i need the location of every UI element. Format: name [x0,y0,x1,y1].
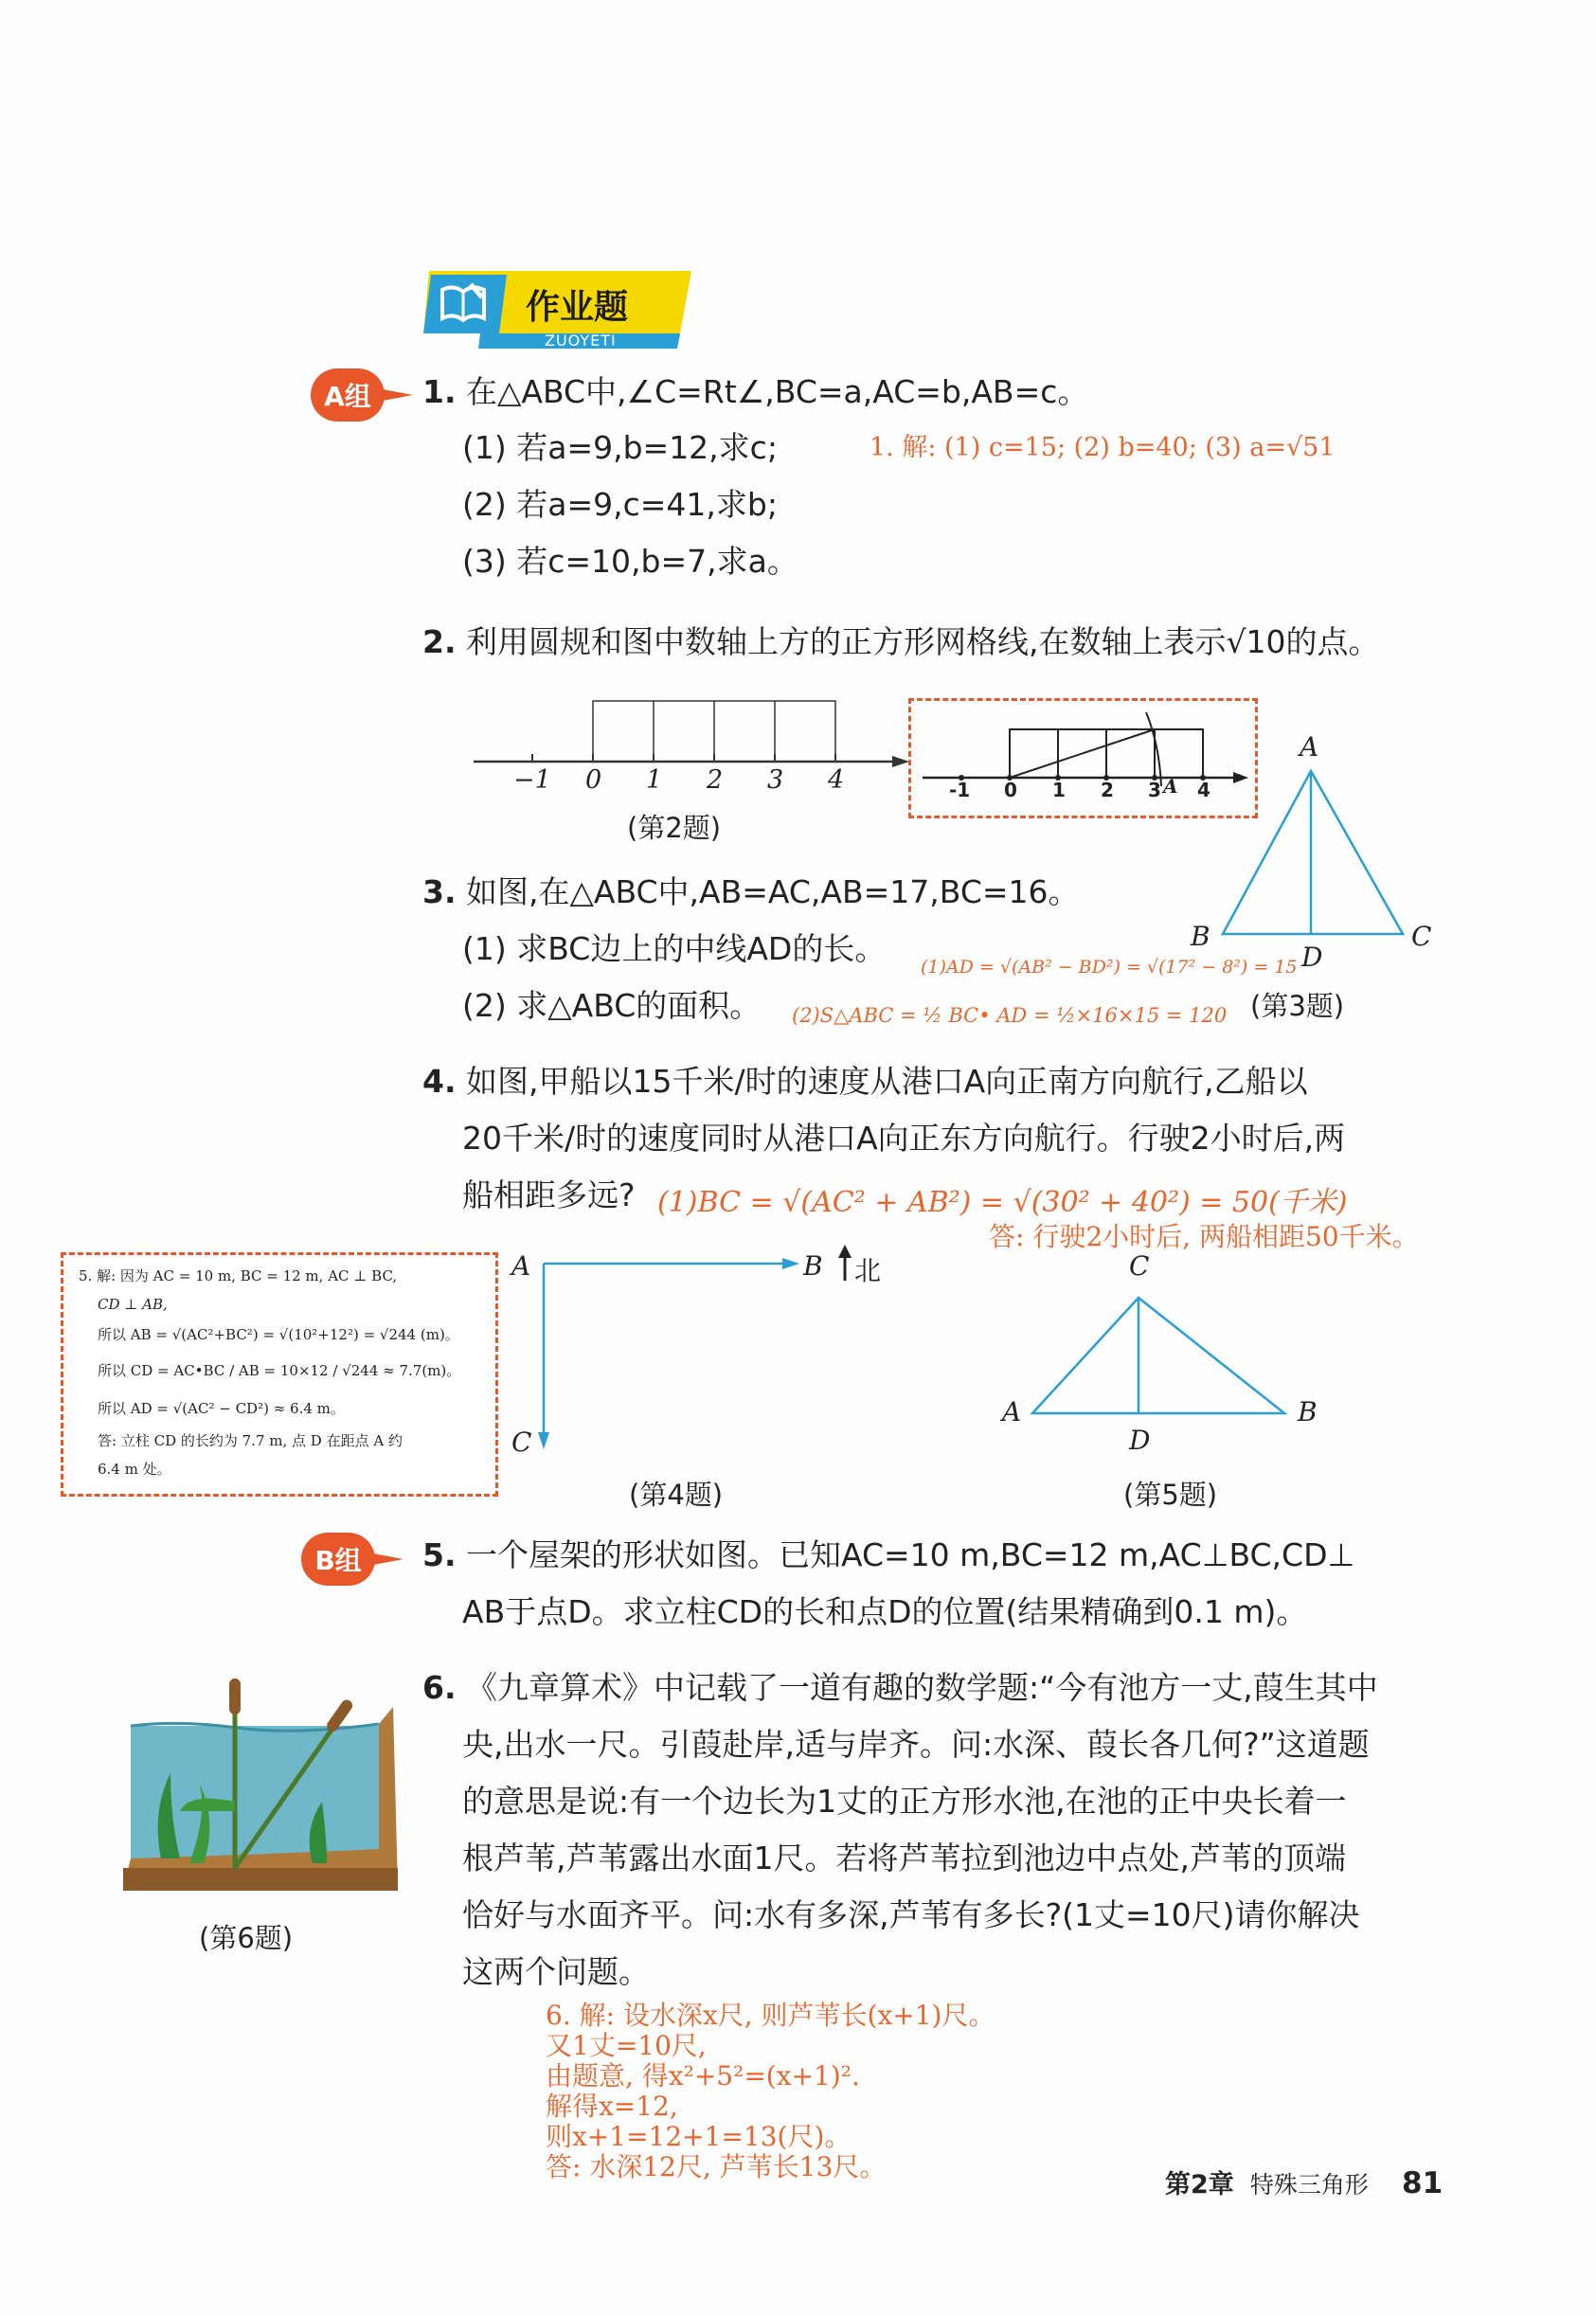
q4-label-c: C [511,1427,532,1458]
question-text: 如图,甲船以15千米/时的速度从港口A向正南方向航行,乙船以 [466,1063,1308,1100]
q5-caption: (第5题) [1123,1479,1218,1511]
question-text: 一个屋架的形状如图。已知AC=10 m,BC=12 m,AC⊥BC,CD⊥ [466,1536,1355,1573]
north-arrow-icon [837,1245,852,1283]
q6-line5: 恰好与水面齐平。问:水有多深,芦苇有多长?(1丈=10尺)请你解决 [462,1896,1360,1933]
q4-answer2: 答: 行驶2小时后, 两船相距50千米。 [989,1221,1419,1252]
q6-answer-line: 由题意, 得x²+5²=(x+1)². [546,2060,860,2092]
q5-answer-line: 答: 立柱 CD 的长约为 7.7 m, 点 D 在距点 A 约 [98,1432,403,1449]
q5-answer-line: 所以 AD = √(AC² − CD²) ≈ 6.4 m。 [98,1400,345,1417]
q6-pond-reed-illustration [123,1669,398,1896]
q6-line6: 这两个问题。 [462,1953,650,1990]
footer-chapter: 第2章 [1165,2170,1234,2199]
question-2 [422,614,1380,671]
q5-roof-truss-figure [1029,1286,1294,1419]
q4-label-a: A [511,1250,531,1282]
tick-label: -1 [949,779,971,801]
tick-label: 4 [1197,779,1210,801]
group-b-badge: B组 [301,1533,375,1586]
point-a-label: A [1163,775,1178,798]
footer-chapter-title: 特殊三角形 [1249,2171,1369,2199]
tick-label: 1 [646,765,663,795]
question-6 [422,1660,1378,1716]
question-text: 《九章算术》中记载了一道有趣的数学题:“今有池方一丈,葭生其中 [466,1669,1378,1706]
q4-answer1: (1)BC = √(AC² + AB²) = √(30² + 40²) = 50(千米) [657,1186,1348,1219]
q5-label-a: A [1002,1396,1022,1427]
question-number: 2. [422,623,457,660]
q6-answer-line: 答: 水深12尺, 芦苇长13尺。 [546,2151,887,2182]
tick-label: −1 [513,765,551,795]
q3-label-d: D [1301,942,1323,973]
q6-line4: 根芦苇,芦苇露出水面1尺。若将芦苇拉到池边中点处,芦苇的顶端 [462,1840,1346,1876]
tick-label: 2 [707,765,724,795]
homework-header [423,269,698,349]
q3-caption: (第3题) [1250,990,1345,1022]
tick-label: 0 [1004,779,1017,801]
tick-label: 1 [1052,779,1066,801]
q6-answer [546,2001,995,2182]
q5-label-c: C [1129,1250,1150,1282]
q1-sub2: (2) 若a=9,c=41,求b; [462,486,778,523]
question-3 [422,864,1080,921]
q6-answer-line: 6. 解: 设水深x尺, 则芦苇长(x+1)尺。 [546,2000,995,2031]
tick-label: 2 [1101,779,1114,801]
header-title: 作业题 [526,288,629,327]
q4-line3: 船相距多远? [462,1176,636,1213]
q2-tick-labels [464,765,909,798]
q3-label-a: A [1300,731,1319,763]
q6-caption: (第6题) [199,1922,294,1954]
q4-line2: 20千米/时的速度同时从港口A向正东方向航行。行驶2小时后,两 [462,1120,1346,1157]
tick-label: 0 [585,765,602,795]
q5-line2: AB于点D。求立柱CD的长和点D的位置(结果精确到0.1 m)。 [462,1593,1308,1630]
q1-sub1: (1) 若a=9,b=12,求c; [462,429,778,466]
q2-answer-ticks [911,775,1252,807]
q6-line2: 央,出水一尺。引葭赴岸,适与岸齐。问:水深、葭长各几何?”这道题 [462,1726,1370,1763]
question-4 [422,1053,1308,1110]
question-number: 4. [422,1063,457,1100]
q4-label-north: 北 [854,1255,882,1286]
question-text: 利用圆规和图中数轴上方的正方形网格线,在数轴上表示√10的点。 [466,623,1380,660]
q4-caption: (第4题) [629,1479,724,1511]
tick-label: 3 [1148,779,1161,801]
page-footer [1165,2163,1443,2200]
q5-label-d: D [1129,1425,1151,1456]
question-number: 1. [422,373,457,410]
q2-caption: (第2题) [627,812,722,844]
header-subtitle: ZUOYETI [545,332,617,350]
q1-sub3: (3) 若c=10,b=7,求a。 [462,543,798,580]
q3-label-b: B [1191,921,1210,952]
q3-triangle-figure [1217,763,1407,943]
q5-answer-line: CD ⊥ AB, [98,1296,168,1313]
question-text: 如图,在△ABC中,AB=AC,AB=17,BC=16。 [466,873,1080,910]
q4-diagram [530,1250,815,1459]
q5-label-b: B [1298,1396,1318,1427]
book-icon [437,280,493,328]
q6-answer-line: 则x+1=12+1=13(尺)。 [546,2121,852,2152]
tick-label: 3 [767,765,784,795]
q5-answer-line: 6.4 m 处。 [98,1461,171,1478]
question-number: 5. [422,1536,457,1573]
q5-answer-line: 所以 AB = √(AC²+BC²) = √(10²+12²) = √244 (m)。 [98,1326,459,1343]
group-a-badge: A组 [311,368,385,422]
q3-sub2: (2) 求△ABC的面积。 [462,987,762,1024]
question-number: 6. [422,1669,457,1706]
q1-answer: 1. 解: (1) c=15; (2) b=40; (3) a=√51 [870,433,1336,462]
q3-answer2: (2)S△ABC = ½ BC• AD = ½×16×15 = 120 [792,1004,1228,1027]
q3-answer1: (1)AD = √(AB² − BD²) = √(17² − 8²) = 15 [921,957,1298,978]
tick-label: 4 [828,765,845,795]
q5-answer-line: 所以 CD = AC•BC / AB = 10×12 / √244 ≈ 7.7(m)。 [98,1362,461,1379]
q4-label-b: B [803,1250,823,1282]
question-number: 3. [422,873,457,910]
question-5 [422,1527,1354,1584]
page-number: 81 [1402,2166,1444,2200]
question-text: 在△ABC中,∠C=Rt∠,BC=a,AC=b,AB=c。 [466,373,1089,410]
q6-answer-line: 又1丈=10尺, [546,2030,707,2061]
q3-sub1: (1) 求BC边上的中线AD的长。 [462,930,887,967]
q3-label-c: C [1411,921,1432,952]
q6-answer-line: 解得x=12, [546,2091,678,2122]
q5-answer-box [61,1252,498,1497]
question-1 [422,364,1088,421]
q6-line3: 的意思是说:有一个边长为1丈的正方形水池,在池的正中央长着一 [462,1783,1347,1820]
q5-answer-line: 5. 解: 因为 AC = 10 m, BC = 12 m, AC ⊥ BC, [79,1267,398,1284]
